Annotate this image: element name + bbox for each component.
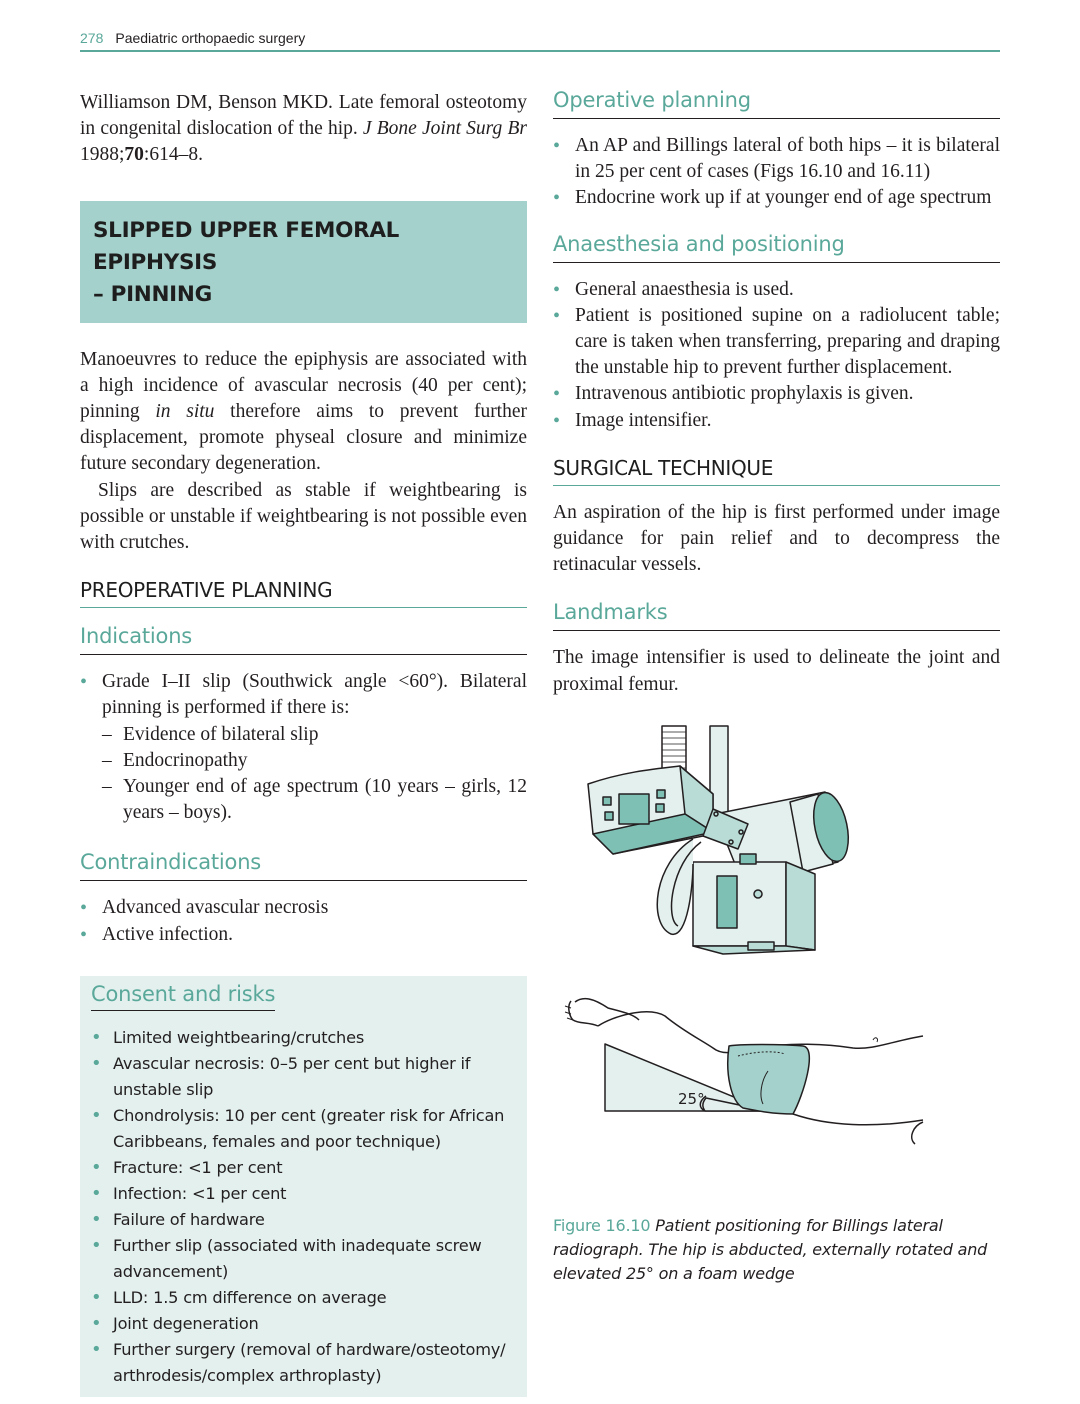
preoperative-heading: PREOPERATIVE PLANNING: [80, 578, 527, 608]
list-item: – Endocrinopathy: [102, 748, 527, 774]
angle-label: 25°: [678, 1089, 705, 1108]
operative-planning-list: [553, 133, 1000, 212]
reference-citation: [80, 90, 527, 169]
consent-heading: Consent and risks: [91, 982, 275, 1011]
list-item: • Patient is positioned supine on a radiolucent table; care is taken when transferring, preparing and draping the unstable hip to prevent further displacement.: [553, 303, 1000, 382]
image-intensifier-c-arm: [588, 726, 854, 954]
main-heading-box: [80, 201, 527, 323]
contraindications-list: [80, 895, 527, 947]
stability-paragraph: Slips are described as stable if weightbearing is possible or unstable if weightbearing is not possible even with crutches.: [80, 479, 527, 554]
list-item: • Endocrine work up if at younger end of age spectrum: [553, 185, 1000, 211]
list-item: • An AP and Billings lateral of both hips – it is bilateral in 25 per cent of cases (Figs 16.10 and 16.11): [553, 133, 1000, 185]
intro-paragraph: [80, 347, 527, 478]
list-item: • Failure of hardware: [91, 1207, 515, 1233]
list-item: • Chondrolysis: 10 per cent (greater risk for African Caribbeans, females and poor technique): [91, 1103, 515, 1155]
main-heading-line1: SLIPPED UPPER FEMORAL EPIPHYSIS: [93, 217, 400, 275]
list-item: • Joint degeneration: [91, 1311, 515, 1337]
contraindications-heading: Contraindications: [80, 850, 527, 881]
list-item: • Image intensifier.: [553, 408, 1000, 434]
surgical-technique-text: An aspiration of the hip is first performed under image guidance for pain relief and to decompress the retinacular vessels.: [553, 501, 1000, 576]
anaesthesia-list: [553, 277, 1000, 434]
running-head-title: Paediatric orthopaedic surgery: [115, 30, 306, 46]
left-column: [80, 90, 527, 1397]
operative-planning-heading: Operative planning: [553, 88, 1000, 119]
list-item: • Intravenous antibiotic prophylaxis is given.: [553, 381, 1000, 407]
list-item: [80, 669, 527, 826]
list-item: – Younger end of age spectrum (10 years – girls, 12 years – boys).: [102, 774, 527, 826]
intro-italic: in situ: [155, 401, 215, 423]
list-item: • Further slip (associated with inadequate screw advancement): [91, 1233, 515, 1285]
main-heading: [93, 215, 513, 311]
reference-journal: J Bone Joint Surg Br: [362, 118, 527, 140]
list-item: • Fracture: <1 per cent: [91, 1155, 515, 1181]
list-item: • Limited weightbearing/crutches: [91, 1025, 515, 1051]
list-item: • Active infection.: [80, 922, 527, 948]
landmarks-heading: Landmarks: [553, 600, 1000, 631]
patient-on-foam-wedge: [565, 998, 923, 1143]
list-item: • General anaesthesia is used.: [553, 277, 1000, 303]
figure-caption-text: Patient positioning for Billings lateral radiograph. The hip is abducted, externally rotated and elevated 25° on a foam wedge: [553, 1215, 988, 1283]
list-item: • Infection: <1 per cent: [91, 1181, 515, 1207]
consent-list: [91, 1025, 515, 1389]
intro-text-a: Manoeuvres to reduce the epiphysis are associated with a high incidence of avascular necrosis (40 per cent); pinning: [80, 348, 527, 423]
indication-text: Grade I–II slip (Southwick angle <60°). Bilateral pinning is performed if there is:: [102, 671, 527, 719]
page-number: 278: [80, 30, 104, 46]
list-item: • Advanced avascular necrosis: [80, 895, 527, 921]
anaesthesia-heading: Anaesthesia and positioning: [553, 232, 1000, 263]
figure-16-10: [553, 714, 1000, 1214]
indications-heading: Indications: [80, 624, 527, 655]
figure-label: Figure 16.10: [553, 1215, 651, 1235]
landmarks-text: The image intensifier is used to delineate the joint and proximal femur.: [553, 647, 1000, 695]
consent-box: [80, 976, 527, 1397]
figure-caption: [553, 1214, 1000, 1286]
list-item: • Avascular necrosis: 0–5 per cent but higher if unstable slip: [91, 1051, 515, 1103]
list-item: • LLD: 1.5 cm difference on average: [91, 1285, 515, 1311]
reference-volume: 70: [124, 144, 144, 166]
list-item: – Evidence of bilateral slip: [102, 722, 527, 748]
reference-pages: :614–8.: [143, 144, 203, 166]
surgical-technique-heading: SURGICAL TECHNIQUE: [553, 456, 1000, 486]
intro-text-b: therefore aims to prevent further displacement, promote physeal closure and minimize future secondary degeneration.: [80, 401, 528, 475]
indications-sublist: [102, 722, 527, 827]
running-head: [80, 30, 1000, 52]
right-column: [553, 88, 1000, 1302]
indications-list: [80, 669, 527, 826]
main-heading-line2: – PINNING: [93, 281, 212, 307]
patient-positioning-illustration: [553, 714, 1000, 1214]
list-item: • Further surgery (removal of hardware/osteotomy/ arthrodesis/complex arthroplasty): [91, 1337, 515, 1389]
reference-year: 1988;: [80, 144, 125, 166]
reference-text: Williamson DM, Benson MKD. Late femoral osteotomy in congenital dislocation of the hip.: [80, 92, 527, 140]
